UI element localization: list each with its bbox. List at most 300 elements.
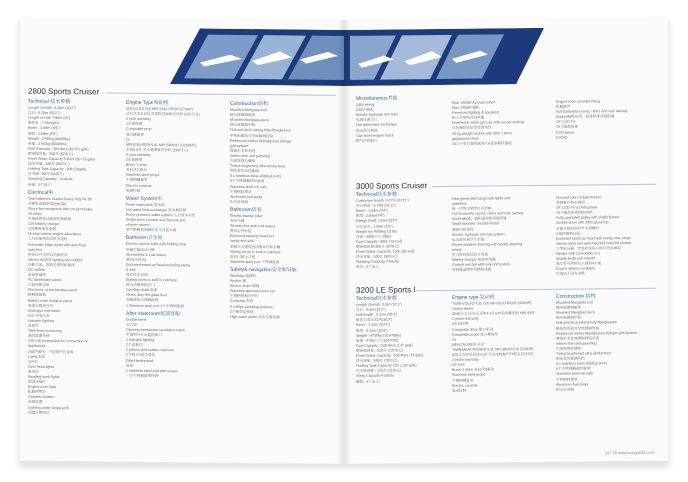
spec-line: Weight dry 4600kg 10 Ibs: [356, 229, 397, 234]
spec-line: appliances: [28, 344, 46, 349]
s1-col-1: [356, 189, 448, 270]
spec-list: [28, 106, 120, 188]
s1-col-2: [452, 196, 548, 273]
spec-line: 可选用不同发动机: [556, 271, 585, 277]
spec-line: Shore line receptacle with circuit breaker: [28, 206, 93, 212]
spec-list: [126, 242, 218, 309]
spec-line: Electric hydraulic trim tabs: [356, 112, 398, 118]
spec-line: Lighting under tanga arch: [28, 405, 69, 410]
spec-line: 钢化着色风挡玻璃: [230, 169, 259, 174]
spec-line: Length Overall : 9.20m (30'2"): [28, 105, 76, 111]
spec-line: Full Sunbrella covers, risers and rear awning: [452, 211, 524, 217]
spec-line: 2 halogen lighting: [126, 337, 155, 343]
spec-line: Recessed lighting & speakers: [452, 110, 500, 116]
spec-line: 内部装饰及镶板: [230, 158, 256, 164]
spec-line: 船体长度:9.21米(30'3"): [356, 317, 393, 323]
section-title: 3000 Sports Cruiser: [356, 181, 428, 191]
spec-line: 交流电配电板: [28, 282, 50, 288]
spec-line: 指针式电压表: [28, 313, 50, 318]
spec-line: shower mixers: [126, 222, 150, 228]
left-col-2: [126, 98, 218, 380]
spec-line: 淡水容量 : 185升 (50加仑): [28, 161, 70, 167]
spec-line: Engine room soundproofing: [556, 99, 601, 104]
spec-line: 净重 : 4600公斤 10Ibs: [356, 234, 392, 239]
spec-line: Halogen lighting: [28, 318, 54, 323]
spec-line: Hull length : 9.21m (30'3"): [356, 312, 398, 318]
spec-line: 沃尔沃 5.0 GXi 双桨推进器舷内外机 (270马力): [126, 111, 200, 117]
spec-line: 不锈钢管船首护栏: [230, 294, 259, 299]
spec-line: 电操控制: [126, 188, 141, 193]
spec-line: Hot and cold cockpit shower: [556, 195, 601, 200]
spec-line: Ocean series: [452, 306, 474, 312]
spec-line: 用心制造 : 9.72M (31'11"): [356, 203, 397, 209]
spec-line: Beam : 3.15m (10'4"): [356, 322, 390, 328]
spec-line: 电池主隔离开关: [28, 303, 54, 308]
section-heading: Construction 结构: [556, 293, 596, 300]
left-col-1: [28, 97, 120, 417]
spec-line: Dinette with convertible to a: [556, 251, 601, 256]
spec-line: Depth sounder and fish finder: [452, 221, 500, 227]
spec-line: Gas stove engine hatch: [356, 133, 394, 138]
spec-line: Holding Tank Capacity 120 L (32 gals): [356, 363, 417, 369]
section-title: 3200 LE Sports l: [356, 285, 416, 295]
section-heading: Miscellaneous其他: [356, 95, 398, 102]
spec-line: 19" LCD TV: [556, 119, 575, 125]
spec-line: TWIN MERCRUISER 5.0L MPI BRAVO III (520HP): [452, 346, 534, 352]
spec-line: 240伏玻璃台面: [556, 231, 580, 236]
right-top-col-1: [356, 93, 448, 144]
spec-line: 10公斤犁式锚和30米7.6毫米镀锌锚链: [452, 140, 512, 146]
right-page: [344, 17, 668, 464]
spec-line: 2 year warranty: [126, 116, 151, 122]
spec-line: Composite drive 组合驱动: [452, 326, 494, 332]
spec-line: Length Overall : 9.8m (32'1"): [356, 302, 402, 307]
spec-line: 4590马力 沃尔沃双体4.3升GXI多喷嘴电喷 MPI 船用: [452, 311, 535, 317]
spec-line: Moulded fiberglass deck: [230, 118, 269, 123]
spec-line: 燃气灶机舱口: [356, 138, 378, 143]
spec-line: 520马力水星双体5.0升多点电喷舷内外机布拉沃3代: [452, 352, 534, 357]
spec-line: 240v wiring: [356, 102, 375, 107]
spec-line: Enclosed stand up head with vanity, sink, large: [556, 235, 631, 241]
spec-line: Electronic circuit breaker panel: [28, 288, 78, 293]
spec-line: 淋浴(冷热水): [126, 257, 147, 262]
section-heading: Water System水: [126, 195, 163, 202]
spec-line: 卤素灯: [28, 323, 39, 328]
spec-line: 模压玻璃钢船体: [556, 305, 582, 310]
spec-list: [230, 108, 330, 206]
spec-line: 12V灯: [28, 359, 38, 364]
spec-line: Beam : 2.84m (9'4"): [356, 208, 388, 214]
s2-col-2: [452, 292, 548, 394]
spec-line: 240 volt receptacles for connection of: [28, 339, 88, 344]
spec-line: Full Sunbrella covers, risers and rear awning: [556, 109, 628, 114]
spec-line: 直流电插座: [28, 272, 46, 277]
spec-line: wheel: [452, 247, 462, 252]
spec-line: 240伏插座，可连接所有家电: [28, 349, 74, 354]
spec-line: Shower(hot & cold water): [126, 252, 167, 257]
spec-line: 甲板和船体完全玻璃钢连接: [230, 133, 274, 138]
spec-line: 总长 : 9.8m (32'1"): [356, 307, 386, 313]
spec-line: Cockpit wet bar with sink and icebox: [452, 262, 510, 268]
spec-line: Next generation targa with lights and: [452, 196, 511, 201]
spec-line: Reading bunk lights: [28, 374, 60, 379]
spec-line: Weight : 2750kg (6000lbs): [28, 136, 70, 141]
spec-line: Power assisted steering with sports steering: [452, 241, 523, 247]
section-heading: Construction结构: [230, 100, 269, 108]
spec-line: 2年质保: [452, 362, 465, 368]
spec-line: 带力转向和运动方向盘: [452, 252, 488, 257]
spec-line: alcohol stove with 240v glass top: [556, 220, 609, 226]
spec-line: Analogue volt meter: [28, 308, 60, 313]
spec-line: Battery charger 电池充电器: [452, 257, 496, 262]
spec-line: 电动控制: [452, 388, 467, 393]
spec-line: Customise length: 9.72m (31'11"): [356, 198, 409, 203]
spec-line: 船宽 : 2.68m (8'9"): [28, 131, 58, 136]
section-heading: Safety& navigation安全和导航: [230, 266, 297, 274]
spec-line: Stainless steel props: [126, 173, 160, 178]
spec-line: Single lever ceramic seal faucets and: [126, 217, 186, 223]
spec-line: AC distribution panel: [28, 277, 62, 283]
spec-line: MERCRUISER 水星: [452, 342, 485, 347]
spec-line: 240伏电线: [356, 107, 373, 113]
spec-line: 布拉沃3 驱动: [126, 167, 147, 173]
spec-line: Galvanic isolator: [28, 395, 55, 400]
section-heading: Electrical电: [28, 189, 54, 196]
left-col-3: [230, 99, 330, 321]
spec-line: Anchor chain 锚链: [230, 283, 260, 289]
spec-line: 不锈钢螺旋桨: [126, 178, 148, 183]
spec-line: Bravo 3 drive: [126, 162, 148, 168]
spec-line: 12V battery charger: [28, 221, 60, 227]
spec-line: 单手柄陶瓷阀淋浴龙头及混水阀: [126, 227, 177, 233]
spec-line: 睡眠 : 4个成人: [356, 379, 379, 384]
spec-line: 2年质保期: [126, 157, 143, 162]
spec-line: Tinted toughened ultra windscreen: [230, 163, 286, 169]
spec-line: 内部装饰及镶板: [556, 346, 582, 351]
spec-line: Sliding doors to built in cabinets: [230, 249, 281, 254]
spec-line: 电液压调节片: [356, 118, 378, 123]
spec-line: 驾驶舱冷热水淋浴: [556, 200, 585, 205]
s2-col-1: [356, 293, 448, 385]
spec-line: Overflow drain 溢流: [126, 287, 158, 293]
spec-line: 带储污箱电动马桶: [126, 247, 155, 252]
spec-line: 带浮动开关的自动舱底泵: [28, 252, 68, 257]
spec-line: 2 x Bilge pumping systems: [230, 304, 273, 309]
spec-list: [452, 196, 548, 273]
spec-line: 不锈钢螺旋桨: [452, 378, 474, 383]
spec-line: 顶篷下照明灯: [28, 410, 50, 415]
spec-line: High water alarm 高水位警报器: [230, 314, 280, 320]
spec-list: [356, 302, 448, 384]
spec-line: electric toilet and well-mounted hot/cold shower: [556, 240, 632, 246]
spec-line: Windlass 起锚机: [230, 273, 257, 279]
spec-line: 机舱照明灯: [28, 389, 46, 395]
spec-line: Holding Tank Capacity : 90lt (24gals): [28, 166, 87, 172]
spec-line: Stainless steel rub rails: [556, 371, 593, 377]
spec-line: Shower (hot and cold water): [230, 223, 275, 229]
spec-line: 燃油箱容量 : 520升 (137加仑): [356, 348, 404, 353]
spec-line: 内舱交流、直流电照明和插座: [28, 262, 75, 268]
spec-line: 高强度防火玻璃地板: [126, 298, 159, 303]
section-heading: Engine type 发动机: [452, 294, 495, 301]
spec-line: 2个枕头及2个靠垫: [126, 353, 156, 358]
spec-line: 双人铺: [126, 322, 137, 327]
spec-line: Moulded fiberglass hull: [230, 107, 267, 113]
spec-line: 模压玻璃钢甲板: [230, 123, 256, 128]
spec-line: Sliding doors to built in cabinets: [126, 277, 177, 283]
section-heading: After stateroom尾部客舱: [126, 310, 181, 317]
spec-line: Electric controls: [452, 383, 478, 388]
spec-line: Fuel Capacity: 300L (79 Gal): [356, 239, 402, 244]
spec-line: 淡水容量 : 100升 (50加仑): [356, 254, 398, 259]
spec-line: Battery main isolation panel: [28, 298, 73, 303]
spec-line: Finished in white gel coat with accent striping: [452, 120, 524, 126]
spec-line: 电隔离器: [28, 400, 43, 405]
spec-line: 2年质保期: [126, 122, 143, 127]
spec-list: [356, 102, 448, 144]
spec-line: 2个舱底泵系统: [230, 309, 254, 314]
spec-line: 2 pillows and scatter cushions: [126, 348, 174, 353]
spec-line: Opening translucent ventilation hatch: [126, 327, 186, 333]
spec-line: 增强木龙骨玻璃钢网格系统: [556, 336, 600, 341]
spec-line: Fully upgraded galley with single burner: [556, 215, 620, 221]
title-rule: [432, 184, 656, 187]
spec-line: 2 years warranty: [452, 316, 479, 322]
spec-line: 一个不锈钢窗带纱网: [126, 373, 159, 378]
spec-line: 半透明可开启通风舱口: [126, 332, 162, 338]
page-title: 2800 Sports Cruiser: [28, 86, 100, 97]
spec-line: Hot water heat exchanger 热水换热器: [126, 207, 187, 213]
spec-line: 船体长 : 7.95m(26'): [28, 121, 59, 126]
spec-line: DVD机: [556, 135, 568, 140]
spec-line: 驾驶舱湿吧带水槽和冰箱: [452, 267, 492, 273]
spec-line: 5 x stainless steel elliptical ports: [230, 174, 282, 179]
spec-list: [452, 301, 548, 394]
spec-line: 包括洗手台面: [126, 272, 148, 277]
spec-line: 铝合金油箱: [230, 199, 248, 204]
section-heading: Technical技术参数: [356, 295, 397, 302]
spec-line: Murr VR500 A power winch: [452, 100, 496, 105]
spec-line: 淡水容量 : 180升 (78加仑): [356, 358, 398, 363]
spec-line: switches: [28, 247, 42, 252]
spec-line: 淋浴 (冷热水): [230, 229, 252, 234]
spec-line: 5 x stainless steel elliptical ports: [556, 361, 608, 366]
spec-line: 测深仪和鱼探: [452, 227, 474, 232]
spec-line: 水星5.0升 多点电喷舷内外机 (260马力): [126, 147, 189, 153]
spec-line: Over head lights: [28, 364, 55, 369]
spec-line: 燃油箱容量 : 300升 (82加仑): [28, 151, 74, 157]
spec-line: double berth and 4 berth: [556, 256, 596, 261]
spec-line: 2年质保期: [452, 322, 469, 327]
spec-line: 燃油箱容量 300升 (87加仑): [356, 244, 400, 249]
spec-line: Electric marine toilet: [230, 213, 263, 219]
section-heading: Bathroom浴室: [230, 206, 262, 214]
spec-line: Bravo 3 drive 布拉沃3驱动: [452, 367, 495, 373]
spec-line: Aluminum fuel tanks: [230, 194, 263, 199]
spec-line: speakers: [452, 201, 467, 206]
spec-line: Stainless steel tube bow rail: [230, 289, 275, 294]
boat-photo-strip: [170, 28, 344, 86]
spec-line: Tinted toughened ultra windscreen: [556, 351, 612, 356]
spec-line: 船体和甲板完全玻璃钢连接: [556, 325, 600, 331]
spec-line: 5个不锈钢椭圆形舷窗: [230, 179, 265, 184]
spec-line: Stainless steel props: [452, 372, 486, 378]
spec-list: [28, 196, 120, 416]
spec-line: Electric hydraulic trim tab system: [452, 231, 505, 237]
spec-line: vanity and sink: [230, 239, 254, 244]
spec-list: [356, 198, 448, 270]
s2-col-3: [556, 291, 656, 393]
spec-line: Hi-amp marine engine alternators: [28, 232, 82, 237]
spec-line: 床铺 : 4个成人: [28, 182, 51, 187]
left-photo-band: [170, 28, 344, 86]
spec-line: 钢化有色玻璃风挡: [556, 356, 585, 361]
spec-line: 床位 : 4个成人: [356, 264, 379, 270]
spec-line: DC outlets: [28, 267, 45, 272]
spec-line: 热水热交换器: [356, 128, 378, 133]
spec-line: MERCRUISER 5.0L MPI BRAVO 3 (260HP): [126, 142, 197, 148]
spec-line: 推拉门嵌入式柜: [230, 254, 256, 259]
spec-line: Engine options available: [556, 266, 595, 272]
spec-line: 模压玻璃钢船体: [230, 112, 256, 118]
spec-line: Electric controls: [126, 183, 152, 188]
spec-line: 污水箱 : 90升 (24加仑): [28, 172, 64, 177]
spec-line: Compass 罗盘: [230, 299, 254, 304]
spec-line: Pump pressure water system 压力泵水系统: [126, 212, 196, 218]
spec-line: 设计吃水 : 1.05m (3'5"): [356, 224, 393, 229]
right-top-col-3: [556, 99, 656, 141]
spec-line: 重量 : 4750公斤 (10470磅): [356, 338, 399, 343]
spec-line: 嵌入式照明及扬声器: [452, 115, 485, 121]
spec-line: Fuel Capacity : 520 liters (137 gals): [356, 343, 413, 348]
spec-line: Composite prop: [126, 127, 152, 132]
spec-line: 电动液压调节片系统: [452, 237, 485, 242]
spine-gutter: [338, 20, 350, 464]
spec-line: Fresh water tank 淡水箱: [126, 202, 165, 207]
spec-line: 10 kg plough anchor with 30m 7.6mm: [452, 130, 512, 136]
spec-line: 19寸液晶电视: [556, 125, 578, 130]
spec-line: 19寸液晶电视和DVD机: [556, 210, 593, 216]
spec-line: Engine room light: [28, 384, 56, 390]
spec-line: 单独立式盥洗包括梳妆台和水槽: [230, 244, 281, 249]
spec-line: Reinforced timber fiberglasses stringer grid system: [556, 330, 637, 336]
spec-line: Automatic bilge pump with auto float: [28, 242, 86, 247]
spec-line: Sleeping Capacity 4 Adults: [356, 259, 399, 265]
spec-line: VOLVO 5.0 GXi MPI DUO PROP (270HP): [126, 106, 193, 112]
spec-line: 阅读床铺灯: [28, 379, 46, 384]
spec-line: 增强木龙骨系统: [230, 148, 256, 153]
right-top-col-2: [452, 100, 548, 147]
spec-line: Fresh Water Capacity: 100L (50 Gal): [356, 249, 415, 254]
spec-line: 重量 : 2750kg (6000lbs): [28, 141, 66, 146]
spec-line: 不锈钢防擦条: [556, 377, 578, 382]
spec-line: 电动马桶: [230, 218, 245, 224]
spec-line: 模压玻璃钢甲板: [556, 315, 582, 321]
spec-line: galvanized chain: [452, 136, 479, 141]
spec-list: [556, 300, 656, 393]
boat-photo-strip: [344, 28, 544, 86]
spec-line: 船宽 : 2.84m(9'4"): [356, 213, 385, 219]
spec-line: grid system: [230, 143, 249, 148]
spec-line: 总长 : 9.20m (30'2"): [28, 110, 60, 116]
spec-line: Enclosed standup head incl.: [230, 234, 275, 239]
spec-line: 12V蓄电池充电器: [28, 226, 56, 232]
page-number: 19 / 20 www.xxxxyacht.com: [604, 449, 654, 456]
s1-col-3: [556, 195, 656, 278]
spec-line: 餐厅带可转换双人铺和4人铺: [556, 261, 602, 266]
spec-line: 嵌入式橱柜推拉门: [126, 282, 155, 288]
spec-list: [126, 317, 218, 379]
spec-line: Hot water heat exchanger: [356, 122, 398, 128]
spec-line: Heavy duty fire glass floor: [126, 293, 168, 298]
spec-line: 机舱隔音: [556, 104, 571, 109]
spec-line: Length of Hull: 7.95m (26'): [28, 115, 71, 121]
spec-line: 1 stainless steel port with screen: [126, 368, 178, 373]
section-heading: Engine Type发动机: [126, 99, 169, 107]
spec-line: 白色凝胶涂层带装饰条纹: [452, 125, 492, 131]
spec-line: Stainless steel port 不锈钢舷窗: [230, 259, 280, 265]
spec-line: 16 amps: [28, 211, 42, 216]
spec-line: Sunbrella帆布罩，遮蓬和尾部遮阳篷: [556, 114, 615, 120]
spec-line: 床罩: [126, 363, 134, 368]
spec-line: Weight : 4750kg (10,470lbs): [356, 333, 401, 338]
spec-list: [452, 100, 548, 147]
spec-line: 不锈钢防擦条: [230, 189, 252, 194]
spec-line: Interior trim and panelling: [556, 341, 597, 346]
spec-line: Fuel Capacity : 300 liters (82 US gals): [28, 146, 89, 152]
spec-line: DVD player: [556, 130, 575, 135]
spec-line: 船宽 : 3.15m (10'4"): [356, 328, 388, 333]
spec-line: Tank level monitoring: [28, 328, 62, 334]
spec-line: Interior trim and paneling: [230, 153, 270, 159]
spec-line: Enclosed stand up head including vanity: [126, 262, 191, 268]
spec-line: Anchor 锚: [230, 278, 246, 284]
spec-line: Sunbrella篷，遮阳篷和尾部遮阳篷: [452, 216, 507, 222]
spec-list: [230, 274, 330, 321]
spec-line: Beam : 2.68m (8'9"): [28, 126, 60, 131]
left-page: [20, 17, 344, 464]
spec-line: Double berth: [126, 317, 147, 322]
spec-line: Sleep Capacity 4 adults: [356, 373, 394, 379]
spec-line: 2 year warranty: [126, 152, 151, 157]
spec-line: Moulded fiberglass deck: [556, 310, 595, 316]
spec-line: Design Draft: 1.05m (3'5"): [356, 218, 398, 224]
spec-list: [556, 195, 656, 278]
spec-line: Or: [126, 137, 130, 142]
spec-line: Or: [452, 337, 456, 342]
spec-list: [556, 99, 656, 141]
spec-line: Lights 12V: [28, 354, 45, 359]
spec-line: 双蓄电池船用电池NC50: [28, 201, 66, 206]
spec-line: Stainless steel rub rails: [230, 184, 267, 189]
section-heading: Technical技术参数: [356, 191, 397, 198]
spec-list: [230, 214, 330, 266]
spec-line: 岸电插座及过载保护断路器: [28, 216, 72, 222]
spec-line: & sink: [126, 267, 136, 272]
spec-line: 液位监测系统: [28, 333, 50, 339]
spec-line: Hull and deck joining fully fiberglasses: [230, 128, 291, 133]
spec-line: 铝合金油箱: [556, 387, 574, 392]
brochure-spread: [20, 20, 668, 464]
spec-line: 2个卤素灯: [126, 342, 143, 348]
spec-line: 2 years warranty: [452, 357, 479, 362]
spec-line: Aluminum fuel tanks: [556, 382, 589, 387]
right-photo-band: [344, 28, 544, 86]
spec-line: Electric marine toilet with holding tank: [126, 242, 187, 247]
spec-line: 全面升级厨房带单头酒精炉: [556, 225, 600, 231]
spec-line: Composite props 复合螺旋桨: [452, 332, 499, 337]
spec-line: 大型电马桶，安装在洗脸台的冷热水淋浴: [556, 246, 621, 251]
